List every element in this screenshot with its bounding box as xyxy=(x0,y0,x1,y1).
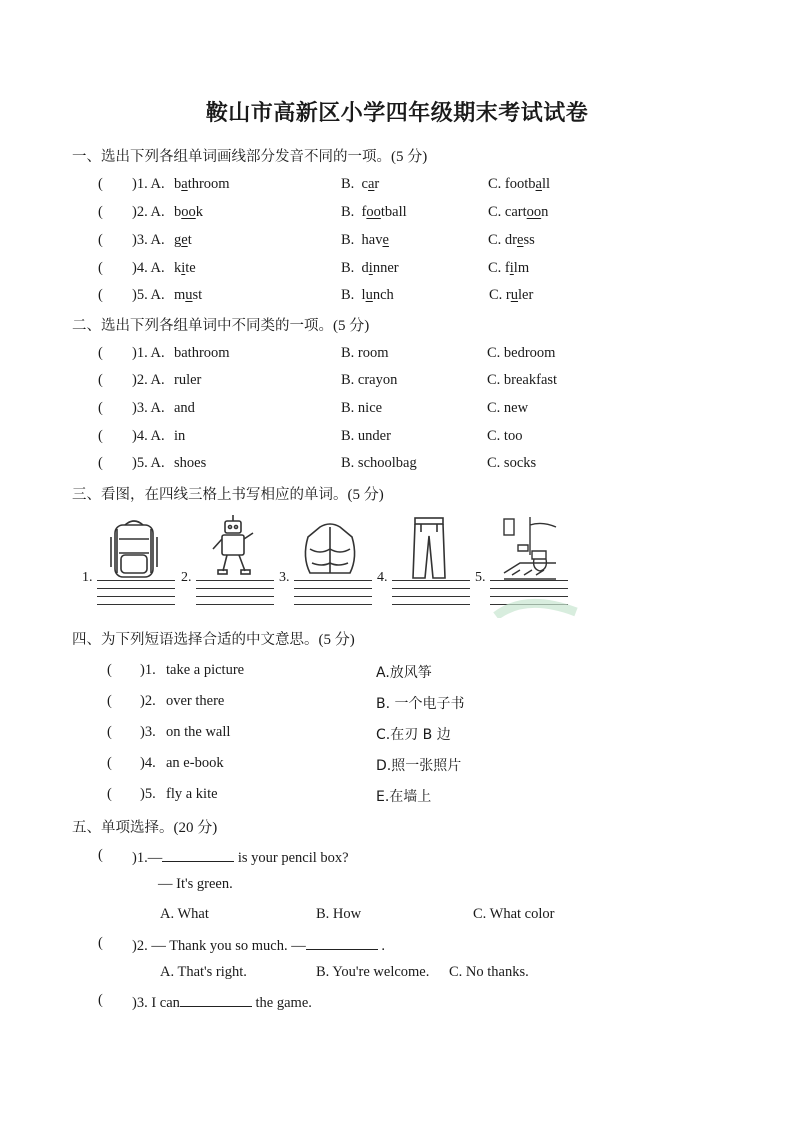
underlined-sound: e xyxy=(517,232,524,248)
question-number: )2. A. xyxy=(132,372,165,388)
jacket-picture xyxy=(300,519,360,579)
option-label: B. xyxy=(341,176,355,192)
option-label: B. xyxy=(341,232,355,248)
section-1-points: (5 分) xyxy=(391,149,428,165)
word-part: tball xyxy=(380,204,407,220)
word-part: footb xyxy=(504,176,536,192)
underlined-sound: e xyxy=(382,232,389,248)
grid-line xyxy=(294,596,372,597)
section-5-heading xyxy=(72,816,217,837)
option-b[interactable]: B. room xyxy=(341,345,389,361)
option-b[interactable] xyxy=(341,232,389,249)
english-phrase: over there xyxy=(166,693,225,709)
question-number: )1.— xyxy=(132,850,163,866)
word-part: lm xyxy=(513,260,530,276)
underlined-sound: oo xyxy=(181,204,196,220)
underlined-sound: e xyxy=(181,232,188,248)
answer-bracket[interactable]: ( xyxy=(107,693,112,709)
grid-line xyxy=(392,604,470,605)
word-part: te xyxy=(185,260,196,276)
option-c[interactable] xyxy=(488,204,548,221)
question-number: )4. A. xyxy=(132,428,165,444)
underlined-sound: oo xyxy=(526,204,542,220)
section-2-points: (5 分) xyxy=(333,318,370,334)
section-5-points: (20 分) xyxy=(173,820,218,836)
writing-number: 4. xyxy=(377,570,388,585)
word-part: st xyxy=(192,287,203,303)
bathroom-picture xyxy=(496,515,560,581)
grid-line xyxy=(196,596,274,597)
word-part: t xyxy=(187,232,192,248)
option-a[interactable]: A. What xyxy=(160,906,209,922)
answer-bracket[interactable]: ( xyxy=(107,724,112,740)
writing-number: 2. xyxy=(181,570,192,585)
word-part: m xyxy=(174,287,186,303)
word-part: f xyxy=(361,204,367,220)
answer-bracket[interactable]: ( xyxy=(98,400,103,416)
option-b[interactable]: B. under xyxy=(341,428,391,444)
english-phrase: on the wall xyxy=(166,724,231,740)
option-a[interactable]: shoes xyxy=(174,455,207,471)
option-a[interactable] xyxy=(174,204,203,221)
section-3-title: 三、看图，在四线三格上书写相应的单词。 xyxy=(72,487,348,503)
grid-line xyxy=(196,604,274,605)
option-c[interactable]: C. bedroom xyxy=(487,345,556,361)
option-label: C. xyxy=(488,260,502,276)
question-5-1-reply: — It's green. xyxy=(158,876,233,892)
word-part: cart xyxy=(504,204,527,220)
word-part: k xyxy=(195,204,203,220)
option-a[interactable] xyxy=(174,287,202,304)
underlined-sound: u xyxy=(185,287,193,303)
option-b[interactable]: B. How xyxy=(316,906,362,922)
watermark-shape xyxy=(486,588,586,618)
word-part: c xyxy=(361,176,368,192)
word-part: d xyxy=(361,260,369,276)
grid-line xyxy=(97,580,175,581)
option-c[interactable]: C. No thanks. xyxy=(449,964,529,980)
question-end: the game. xyxy=(251,995,312,1011)
word-part: n xyxy=(541,204,549,220)
four-line-grid[interactable] xyxy=(294,580,372,612)
grid-line xyxy=(490,580,568,581)
chinese-meaning[interactable]: C.在刃 B 边 xyxy=(376,727,451,743)
fill-blank[interactable] xyxy=(306,935,378,950)
grid-line xyxy=(294,588,372,589)
option-c[interactable]: C. What color xyxy=(473,906,555,922)
four-line-grid[interactable] xyxy=(392,580,470,612)
question-text: )2. — Thank you so much. — xyxy=(132,938,306,954)
option-c[interactable]: C. breakfast xyxy=(487,372,558,388)
answer-bracket[interactable]: ( xyxy=(107,662,112,678)
option-label: C. xyxy=(488,232,502,248)
word-part: k xyxy=(174,260,182,276)
word-part: nner xyxy=(372,260,399,276)
grid-line xyxy=(196,580,274,581)
chinese-meaning[interactable]: A.放风筝 xyxy=(376,665,432,681)
fill-blank[interactable] xyxy=(162,847,234,862)
word-part: ll xyxy=(541,176,551,192)
option-a[interactable]: in xyxy=(174,428,186,444)
option-a[interactable] xyxy=(174,260,196,277)
word-part: ler xyxy=(518,287,534,303)
word-part: r xyxy=(374,176,380,192)
section-1-heading xyxy=(72,145,427,166)
option-b[interactable] xyxy=(341,260,399,277)
option-b[interactable]: B. schoolbag xyxy=(341,455,417,471)
answer-bracket[interactable]: ( xyxy=(98,455,103,471)
question-number: )1. A. xyxy=(132,176,165,192)
grid-line xyxy=(97,596,175,597)
option-label: C. xyxy=(488,176,502,192)
section-4-title: 四、为下列短语选择合适的中文意思。 xyxy=(72,632,319,648)
writing-number: 3. xyxy=(279,570,290,585)
question-number: )2. A. xyxy=(132,204,165,220)
section-1-title: 一、选出下列各组单词画线部分发音不同的一项。 xyxy=(72,149,391,165)
option-a[interactable]: A. That's right. xyxy=(160,964,247,980)
question-number: )4. A. xyxy=(132,260,165,276)
answer-bracket[interactable]: ( xyxy=(107,786,112,802)
question-number: )5. A. xyxy=(132,455,165,471)
option-b[interactable] xyxy=(341,287,394,304)
word-part: f xyxy=(504,260,510,276)
option-c[interactable] xyxy=(488,176,550,193)
option-c[interactable]: C. socks xyxy=(487,455,537,471)
answer-bracket[interactable]: ( xyxy=(107,755,112,771)
answer-bracket[interactable]: ( xyxy=(98,372,103,388)
chinese-meaning[interactable]: D.照一张照片 xyxy=(376,758,462,774)
word-part: r xyxy=(505,287,511,303)
english-phrase: an e-book xyxy=(166,755,224,771)
answer-bracket[interactable]: ( xyxy=(98,935,103,951)
answer-bracket[interactable]: ( xyxy=(98,287,103,303)
grid-line xyxy=(392,596,470,597)
grid-line xyxy=(294,580,372,581)
option-b[interactable]: B. crayon xyxy=(341,372,398,388)
option-label: C. xyxy=(489,287,503,303)
answer-bracket[interactable]: ( xyxy=(98,847,103,863)
option-b[interactable] xyxy=(341,176,379,193)
underlined-sound: u xyxy=(510,287,519,303)
underlined-sound: a xyxy=(181,176,188,192)
word-part: b xyxy=(174,176,182,192)
question-number: )1. xyxy=(140,662,156,678)
question-number: )2. xyxy=(140,693,156,709)
question-number: )3. A. xyxy=(132,400,165,416)
answer-bracket[interactable]: ( xyxy=(98,345,103,361)
word-part: dr xyxy=(504,232,518,248)
option-label: B. xyxy=(341,204,355,220)
word-part: g xyxy=(174,232,182,248)
grid-line xyxy=(97,588,175,589)
section-2-title: 二、选出下列各组单词中不同类的一项。 xyxy=(72,318,333,334)
grid-line xyxy=(196,588,274,589)
option-a[interactable]: ruler xyxy=(174,372,202,388)
underlined-sound: i xyxy=(181,260,186,276)
question-text: is your pencil box? xyxy=(234,850,349,866)
grid-line xyxy=(392,580,470,581)
underlined-sound: i xyxy=(509,260,514,276)
section-5-title: 五、单项选择。 xyxy=(72,820,174,836)
page-title: 鞍山市高新区小学四年级期末考试试卷 xyxy=(205,101,589,126)
question-number: )3. xyxy=(140,724,156,740)
option-label: B. xyxy=(341,260,355,276)
chinese-meaning[interactable]: B. 一个电子书 xyxy=(376,696,465,712)
option-b[interactable] xyxy=(341,204,407,221)
word-part: b xyxy=(174,204,182,220)
word-part: throom xyxy=(187,176,230,192)
answer-bracket[interactable]: ( xyxy=(98,428,103,444)
writing-number: 5. xyxy=(475,570,486,585)
section-2-heading xyxy=(72,314,369,335)
option-a[interactable]: bathroom xyxy=(174,345,230,361)
four-line-grid[interactable] xyxy=(97,580,175,612)
word-part: l xyxy=(361,287,366,303)
question-number: )3. A. xyxy=(132,232,165,248)
robot-picture xyxy=(205,513,261,577)
question-number: )4. xyxy=(140,755,156,771)
option-c[interactable]: C. new xyxy=(487,400,529,416)
four-line-grid[interactable] xyxy=(196,580,274,612)
option-label: C. xyxy=(488,204,502,220)
question-end: . xyxy=(377,938,385,954)
writing-number: 1. xyxy=(82,570,93,585)
english-phrase: take a picture xyxy=(166,662,245,678)
section-3-heading xyxy=(72,483,384,504)
schoolbag-picture xyxy=(103,517,165,581)
answer-bracket[interactable]: ( xyxy=(98,176,103,192)
section-4-heading xyxy=(72,628,355,649)
underlined-sound: a xyxy=(535,176,542,192)
section-3-points: (5 分) xyxy=(347,487,384,503)
grid-line xyxy=(97,604,175,605)
word-part: ss xyxy=(523,232,535,248)
grid-line xyxy=(392,588,470,589)
grid-line xyxy=(294,604,372,605)
option-c[interactable] xyxy=(489,287,533,304)
answer-bracket[interactable]: ( xyxy=(98,260,103,276)
fill-blank[interactable] xyxy=(180,992,252,1007)
option-b[interactable]: B. nice xyxy=(341,400,383,416)
underlined-sound: i xyxy=(368,260,373,276)
question-number: )1. A. xyxy=(132,345,165,361)
question-text: )3. I can xyxy=(132,995,180,1011)
pants-picture xyxy=(409,516,449,580)
answer-bracket[interactable]: ( xyxy=(98,992,103,1008)
section-4-points: (5 分) xyxy=(318,632,355,648)
question-number: )5. xyxy=(140,786,156,802)
underlined-sound: a xyxy=(367,176,375,192)
option-a[interactable] xyxy=(174,232,192,249)
option-a[interactable]: and xyxy=(174,400,195,416)
option-label: B. xyxy=(341,287,355,303)
underlined-sound: u xyxy=(365,287,373,303)
chinese-meaning[interactable]: E.在墙上 xyxy=(376,789,432,805)
option-a[interactable] xyxy=(174,176,230,193)
english-phrase: fly a kite xyxy=(166,786,218,802)
option-c[interactable] xyxy=(488,260,529,277)
option-b[interactable]: B. You're welcome. xyxy=(316,964,430,980)
underlined-sound: oo xyxy=(366,204,381,220)
answer-bracket[interactable]: ( xyxy=(98,204,103,220)
option-c[interactable] xyxy=(488,232,535,249)
word-part: hav xyxy=(361,232,383,248)
option-c[interactable]: C. too xyxy=(487,428,523,444)
word-part: nch xyxy=(372,287,394,303)
question-number: )5. A. xyxy=(132,287,165,303)
answer-bracket[interactable]: ( xyxy=(98,232,103,248)
